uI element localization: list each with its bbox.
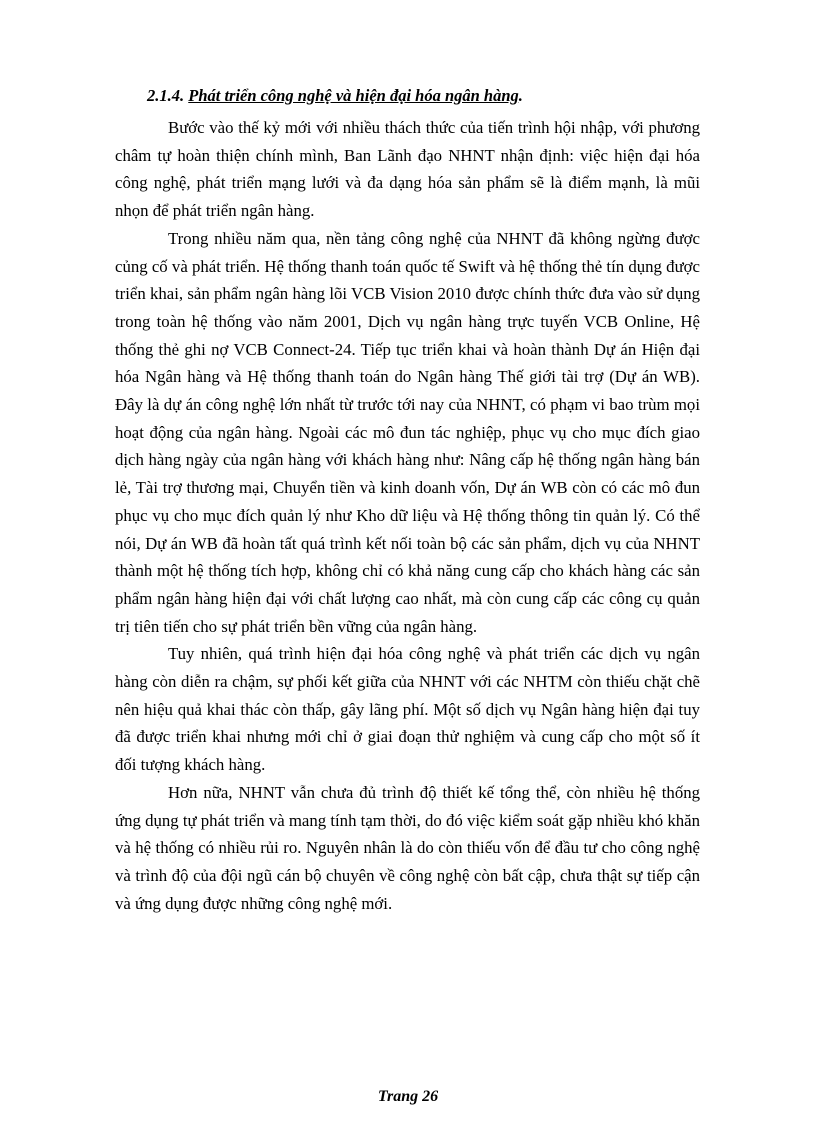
page-number: Trang 26 xyxy=(377,1088,439,1105)
section-number: 2.1.4. xyxy=(147,86,185,105)
body-text xyxy=(115,114,700,917)
section-heading xyxy=(147,86,523,106)
paragraph-1: Bước vào thế kỷ mới với nhiều thách thức của tiến trình hội nhập, với phương châm tự hoàn thiện chính mình, Ban Lãnh đạo NHNT nhận định: việc hiện đại hóa công nghệ, phát triển mạng lưới và đa dạng hóa sản phẩm sẽ là điểm mạnh, là mũi nhọn để phát triển ngân hàng. xyxy=(115,118,700,221)
paragraph-2: Trong nhiều năm qua, nền tảng công nghệ của NHNT đã không ngừng được củng cố và phát triển. Hệ thống thanh toán quốc tế Swift và hệ thống thẻ tín dụng được triển khai, sản phẩm ngân hàng lõi VCB Vision 2010 được chính thức đưa vào sử dụng trong toàn hệ thống vào năm 2001, Dịch vụ ngân hàng trực tuyến VCB Online, Hệ thống thẻ ghi nợ VCB Connect-24. Tiếp tục triển khai và hoàn thành Dự án Hiện đại hóa Ngân hàng và Hệ thống thanh toán do Ngân hàng Thế giới tài trợ (Dự án WB). Đây là dự án công nghệ lớn nhất từ trước tới nay của NHNT, có phạm vi bao trùm mọi hoạt động của ngân hàng. Ngoài các mô đun tác nghiệp, phục vụ cho mục đích giao dịch hàng ngày của ngân hàng với khách hàng như: Nâng cấp hệ thống ngân hàng bán lẻ, Tài trợ thương mại, Chuyển tiền và kinh doanh vốn, Dự án WB còn có các mô đun phục vụ cho mục đích quản lý như Kho dữ liệu và Hệ thống thông tin quản lý. Có thể nói, Dự án WB đã hoàn tất quá trình kết nối toàn bộ các sản phẩm, dịch vụ của NHNT thành một hệ thống tích hợp, không chỉ có khả năng cung cấp cho khách hàng các sản phẩm ngân hàng hiện đại với chất lượng cao nhất, mà còn cung cấp các công cụ quản trị tiên tiến cho sự phát triển bền vững của ngân hàng. xyxy=(115,228,700,636)
section-title: Phát triển công nghệ và hiện đại hóa ngân hàng xyxy=(188,86,519,105)
paragraph-4: Hơn nữa, NHNT vẫn chưa đủ trình độ thiết kế tổng thể, còn nhiều hệ thống ứng dụng tự phát triển và mang tính tạm thời, do đó việc kiểm soát gặp nhiều khó khăn và hệ thống có nhiều rủi ro. Nguyên nhân là do còn thiếu vốn để đầu tư cho công nghệ và trình độ của đội ngũ cán bộ chuyên về công nghệ còn bất cập, chưa thật sự tiếp cận và ứng dụng được những công nghệ mới. xyxy=(115,782,700,913)
paragraph-3: Tuy nhiên, quá trình hiện đại hóa công nghệ và phát triển các dịch vụ ngân hàng còn diễn ra chậm, sự phối kết giữa của NHNT với các NHTM còn thiếu chặt chẽ nên hiệu quả khai thác còn thấp, gây lãng phí. Một số dịch vụ Ngân hàng hiện đại tuy đã được triển khai nhưng mới chỉ ở giai đoạn thử nghiệm và cung cấp cho một số ít đối tượng khách hàng. xyxy=(115,644,700,775)
section-trailing: . xyxy=(518,86,523,105)
